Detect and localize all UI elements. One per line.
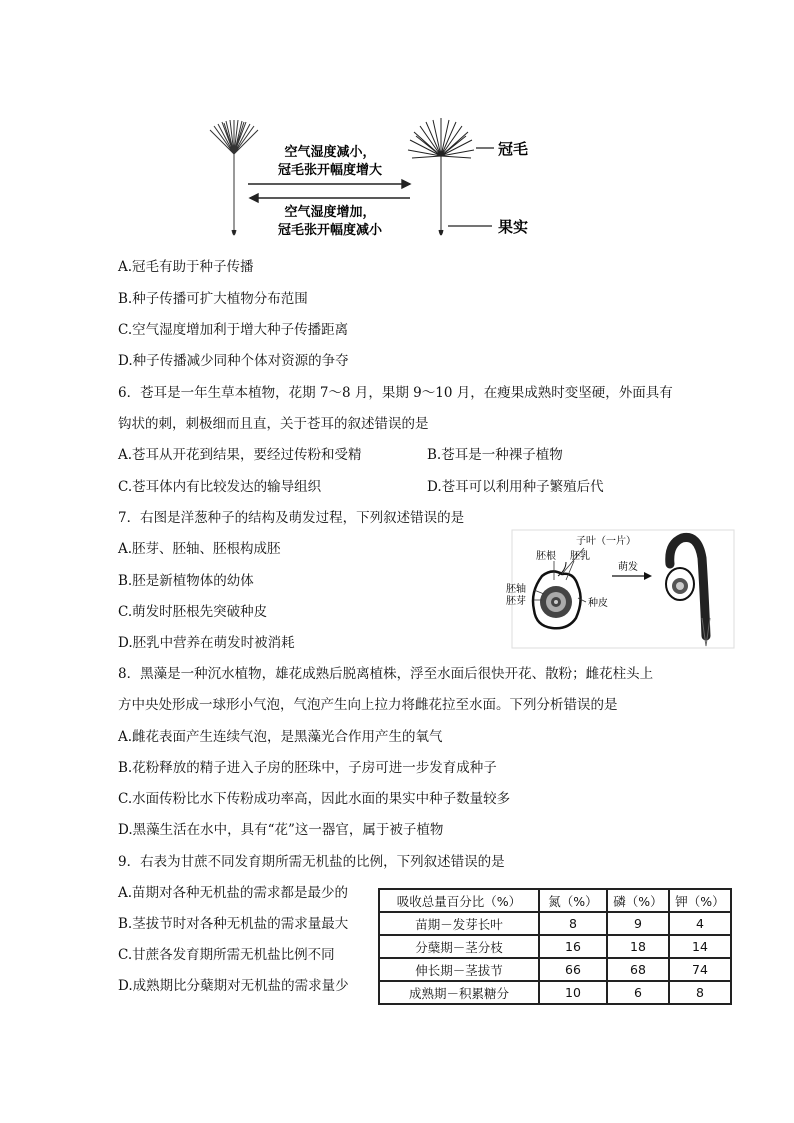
q7-option-c: C.萌发时胚根先突破种皮 [118,604,268,620]
label-endosperm: 胚乳 [570,551,590,562]
label-plumule: 胚芽 [506,596,526,607]
label-pappus: 冠毛 [498,140,529,158]
closed-pappus-drawing [210,120,258,235]
open-pappus-drawing [408,118,494,235]
q8-stem-line2: 方中央处形成一球形小气泡，气泡产生向上拉力将雌花拉至水面。下列分析错误的是 [118,697,618,713]
q9-option-c: C.甘蔗各发育期所需无机盐比例不同 [118,947,335,963]
table-header-cell: 氮（%） [539,889,607,912]
table-cell: 14 [669,935,731,958]
arrow-bottom-line1: 空气湿度增加， [284,205,376,220]
q8-option-d: D.黑藻生活在水中，具有“花”这一器官，属于被子植物 [118,822,444,838]
table-cell: 9 [607,912,669,935]
arrow-top-line2: 冠毛张开幅度增大 [277,163,383,178]
table-cell: 8 [669,981,731,1004]
arrow-bottom-line2: 冠毛张开幅度减小 [277,223,383,238]
table-cell: 66 [539,958,607,981]
table-row [379,935,731,958]
q9-option-d: D.成熟期比分蘖期对无机盐的需求量少 [118,978,349,994]
arrow-top-line1: 空气湿度减小， [284,145,376,160]
q6-option-b: B.苍耳是一种裸子植物 [427,447,563,463]
mineral-table [378,888,732,1005]
table-cell: 16 [539,935,607,958]
label-cotyledon: 子叶（一片） [576,536,636,547]
label-radicle: 胚根 [536,551,556,562]
label-fruit: 果实 [498,218,529,236]
label-hypocotyl: 胚轴 [506,584,526,595]
q6-option-d: D.苍耳可以利用种子繁殖后代 [427,479,604,495]
q6-option-a: A.苍耳从开花到结果，要经过传粉和受精 [118,447,362,463]
q8-stem-line1: 8．黑藻是一种沉水植物，雄花成熟后脱离植株，浮至水面后很快开花、散粉；雌花柱头上 [118,666,654,682]
q5-option-b: B.种子传播可扩大植物分布范围 [118,291,308,307]
table-cell: 68 [607,958,669,981]
dandelion-figure [196,112,556,248]
q7-option-a: A.胚芽、胚轴、胚根构成胚 [118,541,281,557]
q9-option-b: B.茎拔节时对各种无机盐的需求量最大 [118,916,349,932]
table-cell: 苗期－发芽长叶 [379,912,539,935]
q8-option-a: A.雌花表面产生连续气泡，是黑藻光合作用产生的氧气 [118,729,443,745]
q7-option-b: B.胚是新植物体的幼体 [118,573,254,589]
table-cell: 6 [607,981,669,1004]
arrows [248,180,410,202]
q9-option-a: A.苗期对各种无机盐的需求都是最少的 [118,885,349,901]
table-cell: 伸长期－茎拔节 [379,958,539,981]
table-header-cell: 吸收总量百分比（%） [379,889,539,912]
q9-stem: 9．右表为甘蔗不同发育期所需无机盐的比例，下列叙述错误的是 [118,854,505,870]
q7-option-d: D.胚乳中营养在萌发时被消耗 [118,635,295,651]
q7-stem: 7．右图是洋葱种子的结构及萌发过程，下列叙述错误的是 [118,510,465,526]
table-header-cell: 钾（%） [669,889,731,912]
table-cell: 74 [669,958,731,981]
q5-option-a: A.冠毛有助于种子传播 [118,259,254,275]
table-cell: 分蘖期－茎分枝 [379,935,539,958]
q8-option-b: B.花粉释放的精子进入子房的胚珠中，子房可进一步发育成种子 [118,760,497,776]
table-cell: 18 [607,935,669,958]
label-germination: 萌发 [618,562,638,573]
table-cell: 4 [669,912,731,935]
table-row [379,981,731,1004]
table-cell: 10 [539,981,607,1004]
q6-stem-line1: 6．苍耳是一年生草本植物，花期 7～8 月，果期 9～10 月，在瘦果成熟时变坚硬，外面具有 [118,385,673,401]
seed-drawing [533,562,581,628]
seedling-drawing [666,537,710,646]
q6-option-c: C.苍耳体内有比较发达的输导组织 [118,479,322,495]
table-cell: 成熟期－积累糖分 [379,981,539,1004]
onion-seed-figure [500,528,740,650]
table-row [379,912,731,935]
table-row [379,958,731,981]
q8-option-c: C.水面传粉比水下传粉成功率高，因此水面的果实中种子数量较多 [118,791,511,807]
table-header-cell: 磷（%） [607,889,669,912]
q5-option-d: D.种子传播减少同种个体对资源的争夺 [118,353,349,369]
q6-stem-line2: 钩状的刺，刺极细而且直，关于苍耳的叙述错误的是 [118,416,429,432]
label-seed-coat: 种皮 [588,598,608,609]
table-cell: 8 [539,912,607,935]
table-header-row [379,889,731,912]
q5-option-c: C.空气湿度增加利于增大种子传播距离 [118,322,349,338]
